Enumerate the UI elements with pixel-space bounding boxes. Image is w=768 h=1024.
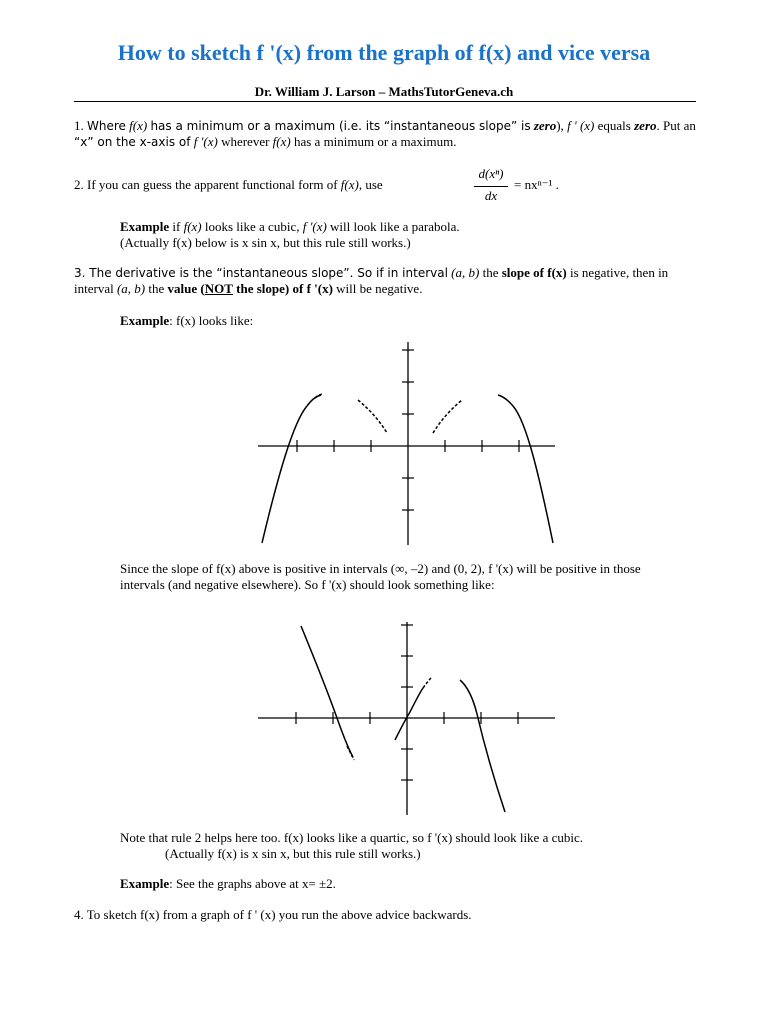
fprime-curve-center xyxy=(395,688,423,740)
fprime-curve-center-dashed xyxy=(423,678,431,688)
example-3: Example: See the graphs above at x= ±2. xyxy=(120,876,336,891)
rule-2: 2. If you can guess the apparent functional form of f(x), use xyxy=(74,177,383,192)
example-1: Example if f(x) looks like a cubic, f '(x) will look like a parabola. (Actually f(x) below is x sin x, but this rule still works.) xyxy=(120,219,460,250)
fx-curve-left xyxy=(262,395,321,543)
note-actual: (Actually f(x) is x sin x, but this rule still works.) xyxy=(165,846,421,861)
fprime-curve-left xyxy=(301,626,353,757)
rule-4: 4. To sketch f(x) from a graph of f ' (x) you run the above advice backwards. xyxy=(74,907,472,922)
example-2: Example: f(x) looks like: xyxy=(120,313,254,328)
author-line: Dr. William J. Larson – MathsTutorGeneva.ch xyxy=(254,84,514,99)
fx-curve-right xyxy=(498,395,553,543)
graph-fx xyxy=(255,340,560,550)
rule-1: 1. Where f(x) has a minimum or a maximum (i.e. its “instantaneous slope” is zero), f ' (x) equals zero. Put an “x” on the x-axis of f '(x) wherever f(x) has a minimum or a maximum. xyxy=(74,118,696,149)
page-title: How to sketch f '(x) from the graph of f(x) and vice versa xyxy=(117,40,651,65)
header-divider xyxy=(74,101,696,102)
graph-fx-axes xyxy=(258,342,555,545)
fprime-curve-right xyxy=(460,680,505,812)
note-rule2: Note that rule 2 helps here too. f(x) looks like a quartic, so f '(x) should look like a cubic. xyxy=(120,830,583,845)
graph-fprime xyxy=(255,620,560,820)
rule-3: 3. The derivative is the “instantaneous slope”. So if in interval (a, b) the slope of f(x) is negative, then in interval (a, b) the value (NOT the slope) of f '(x) will be negative. xyxy=(74,265,669,296)
fx-curve-right-inner-dashed xyxy=(433,400,462,433)
slope-explanation: Since the slope of f(x) above is positive in intervals (∞, –2) and (0, 2), f '(x) will be positive in those intervals (and negative elsewhere). So f '(x) should look something like: xyxy=(120,561,641,592)
fprime-curve-left-end-dashed xyxy=(347,746,354,760)
fx-curve-left-inner-dashed xyxy=(358,400,387,433)
